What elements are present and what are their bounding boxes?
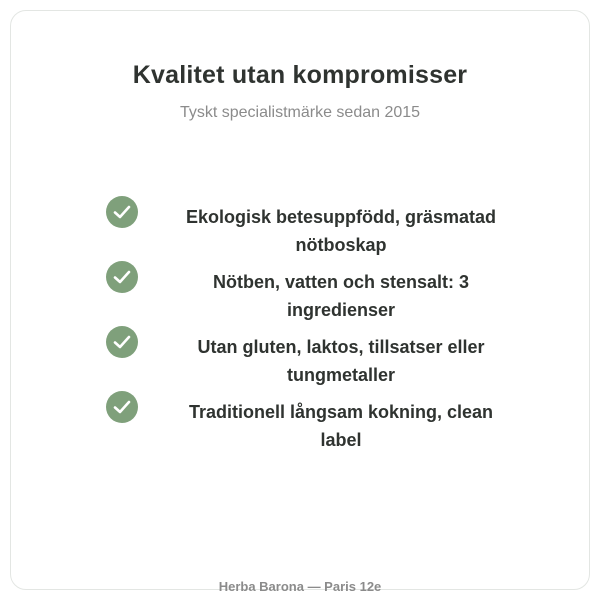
feature-text: Utan gluten, laktos, tillsatser eller tungmetaller bbox=[197, 337, 485, 385]
card-subtitle: Tyskt specialistmärke sedan 2015 bbox=[179, 104, 421, 121]
feature-item bbox=[106, 391, 526, 456]
feature-text: Ekologisk betesuppfödd, gräsmatad nötboskap bbox=[185, 207, 497, 255]
feature-text: Traditionell långsam kokning, clean label bbox=[188, 402, 494, 450]
feature-item bbox=[106, 261, 526, 326]
check-circle-icon bbox=[106, 196, 138, 228]
feature-item bbox=[106, 196, 526, 261]
check-circle-icon bbox=[106, 391, 138, 423]
footer-text: Herba Barona — Paris 12e bbox=[218, 579, 382, 594]
feature-list bbox=[106, 196, 526, 456]
check-circle-icon bbox=[106, 326, 138, 358]
feature-text: Nötben, vatten och stensalt: 3 ingredienser bbox=[212, 272, 470, 320]
feature-item bbox=[106, 326, 526, 391]
card-title: Kvalitet utan kompromisser bbox=[132, 61, 468, 89]
quality-card bbox=[10, 10, 590, 594]
check-circle-icon bbox=[106, 261, 138, 293]
